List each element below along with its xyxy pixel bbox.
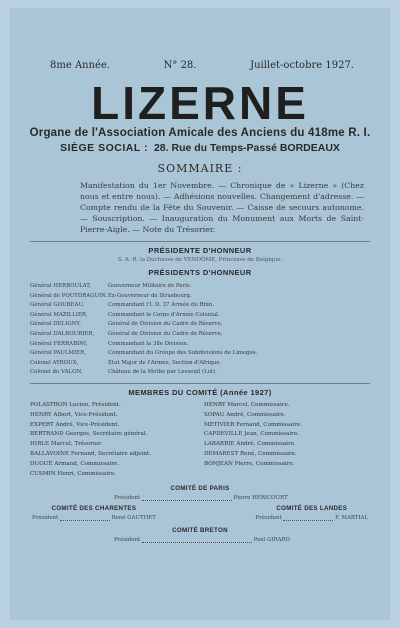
presidents-list xyxy=(30,282,378,378)
issue-header xyxy=(22,60,378,71)
comite-paris-title: COMITÉ DE PARIS xyxy=(170,485,230,493)
issue-date: Juillet-octobre 1927. xyxy=(250,60,354,71)
journal-title: LIZERNE xyxy=(91,77,309,129)
presidente-line: S. A. R. la Duchesse de VENDÔME, Princesse de Belgique. xyxy=(117,257,283,263)
journal-cover xyxy=(10,8,390,620)
membres-title: MEMBRES DU COMITÉ (Année 1927) xyxy=(128,387,272,397)
comite-charentes-label: Président xyxy=(32,515,59,522)
member-entry: CAPDEVILLE Jean, Commissaire. xyxy=(204,431,299,438)
president-row xyxy=(30,301,378,311)
siege-address: 28. Rue du Temps-Passé BORDEAUX xyxy=(153,142,340,154)
presidents-title: PRÉSIDENTS D'HONNEUR xyxy=(148,268,252,277)
comite-paris-label: Président xyxy=(114,495,141,502)
president-name: Général FERRABINI, xyxy=(30,340,88,347)
president-row xyxy=(30,330,378,340)
president-name: Général DALBOURIER, xyxy=(30,330,95,337)
member-entry: EXPERT André, Vice-Président. xyxy=(30,421,120,428)
member-entry: SOPAU André, Commissaire. xyxy=(204,411,286,418)
comite-breton-president: Paul GIRARD xyxy=(253,537,290,544)
president-row xyxy=(30,282,378,292)
membres-left-column xyxy=(30,401,204,479)
member-entry: DUGUÉ Armand, Commissaire. xyxy=(30,460,120,467)
president-row xyxy=(30,359,378,369)
divider xyxy=(30,241,370,242)
comite-landes-label: Président xyxy=(255,515,282,522)
member-entry: BONJEAN Pierre, Commissaire. xyxy=(204,460,295,467)
president-row xyxy=(30,349,378,359)
member-entry: MÉTIVIER Fernand, Commissaire. xyxy=(204,421,302,428)
comite-charentes-title: COMITÉ DES CHARENTES xyxy=(51,505,137,513)
comite-breton-label: Président xyxy=(114,537,141,544)
sommaire-title: SOMMAIRE : xyxy=(157,162,243,175)
siege-social xyxy=(22,142,378,154)
dotted-leader xyxy=(142,542,252,543)
comite-paris-president: Pierre HÉRICOURT xyxy=(233,495,288,502)
member-entry: CUSMIN Henri, Commissaire. xyxy=(30,470,116,477)
member-entry: HENRY Albert, Vice-Président. xyxy=(30,411,118,418)
president-name: Général de POUYDRAGUIN. xyxy=(30,292,108,299)
president-name: Général DELIGNY, xyxy=(30,321,81,328)
comite-charentes xyxy=(32,501,156,521)
member-entry: POLASTRON Lucien, Président. xyxy=(30,401,121,408)
membres-right-column xyxy=(204,401,378,479)
president-role: Général de Division du Cadre de Réserve. xyxy=(108,330,223,337)
siege-label: SIÈGE SOCIAL : xyxy=(60,142,148,154)
president-name: Général HERBOULAT, xyxy=(30,283,91,289)
president-role: Commandant du Groupe des Subdivisions de Limoges. xyxy=(108,350,258,357)
president-name: Colonel AYROUX, xyxy=(30,359,79,366)
comite-breton-line xyxy=(22,537,378,543)
member-entry: BERTRAND Georges, Secrétaire général. xyxy=(30,431,148,438)
member-entry: DEMAREST René, Commissaire. xyxy=(204,450,297,457)
president-name: Général MAZILLIER, xyxy=(30,311,88,318)
divider xyxy=(30,383,370,384)
president-row xyxy=(30,311,378,321)
member-entry: HIRLE Marcel, Trésorier. xyxy=(30,441,102,448)
president-row xyxy=(30,340,378,350)
comite-landes-president: F. MARTIAL xyxy=(335,515,368,522)
issue-number: N° 28. xyxy=(163,60,197,71)
president-role: Gouverneur Militaire de Paris. xyxy=(108,283,192,289)
president-role: Commandant l'I. D. 37 Armée du Rhin. xyxy=(108,302,214,309)
comite-landes-line xyxy=(255,515,368,521)
president-role: Commandant la 38e Division. xyxy=(108,340,189,347)
member-entry: LABARRIE André, Commissaire. xyxy=(204,441,296,448)
member-entry: BALLAVOINE Fernand, Secrétaire adjoint. xyxy=(30,450,151,457)
president-name: Colonel du VALON, xyxy=(30,369,83,376)
president-row xyxy=(30,368,378,378)
member-entry: HENRY Marcel, Commissaire. xyxy=(204,401,290,408)
comite-charentes-president: René GAUTHET xyxy=(111,515,156,522)
membres-list xyxy=(30,401,378,479)
president-role: État Major de l'Armée, Section d'Afrique. xyxy=(108,359,222,366)
president-role: Commandant le Corps d'Armée Colonial. xyxy=(108,311,220,318)
comite-landes-title: COMITÉ DES LANDES xyxy=(276,505,348,513)
president-row xyxy=(30,320,378,330)
dotted-leader xyxy=(60,520,110,521)
president-role: Général de Division du Cadre de Réserve. xyxy=(108,321,223,328)
president-role: Ex-Gouverneur de Strasbourg. xyxy=(108,292,192,299)
comite-breton-title: COMITÉ BRETON xyxy=(172,527,228,535)
comite-charentes-line xyxy=(32,515,156,521)
president-name: Général GOUBEAU, xyxy=(30,302,85,309)
president-role: Château de la Mothe par Lesseuil (Lot). xyxy=(108,369,217,376)
president-row xyxy=(30,292,378,302)
presidente-title: PRÉSIDENTE D'HONNEUR xyxy=(148,246,252,255)
journal-subtitle: Organe de l'Association Amicale des Anciens du 418me R. I. xyxy=(29,127,371,139)
comite-landes xyxy=(255,501,368,521)
president-name: Général PAULMIER, xyxy=(30,350,86,357)
dotted-leader xyxy=(283,520,333,521)
comites-row xyxy=(32,501,368,521)
sommaire-text: Manifestation du 1er Novembre. — Chronique de « Lizerne » (Chez nous et entre nous). — Adhésions nouvelles. Changement d'adresse. — Compte rendu de la Fête du Souvenir. — Caisse de secours autonome. — Souscription. — Inauguration du Monument aux Morts de Saint-Pierre-Aigle. — Note du Trésorier. xyxy=(80,181,364,234)
year-label: 8me Année. xyxy=(50,60,111,71)
